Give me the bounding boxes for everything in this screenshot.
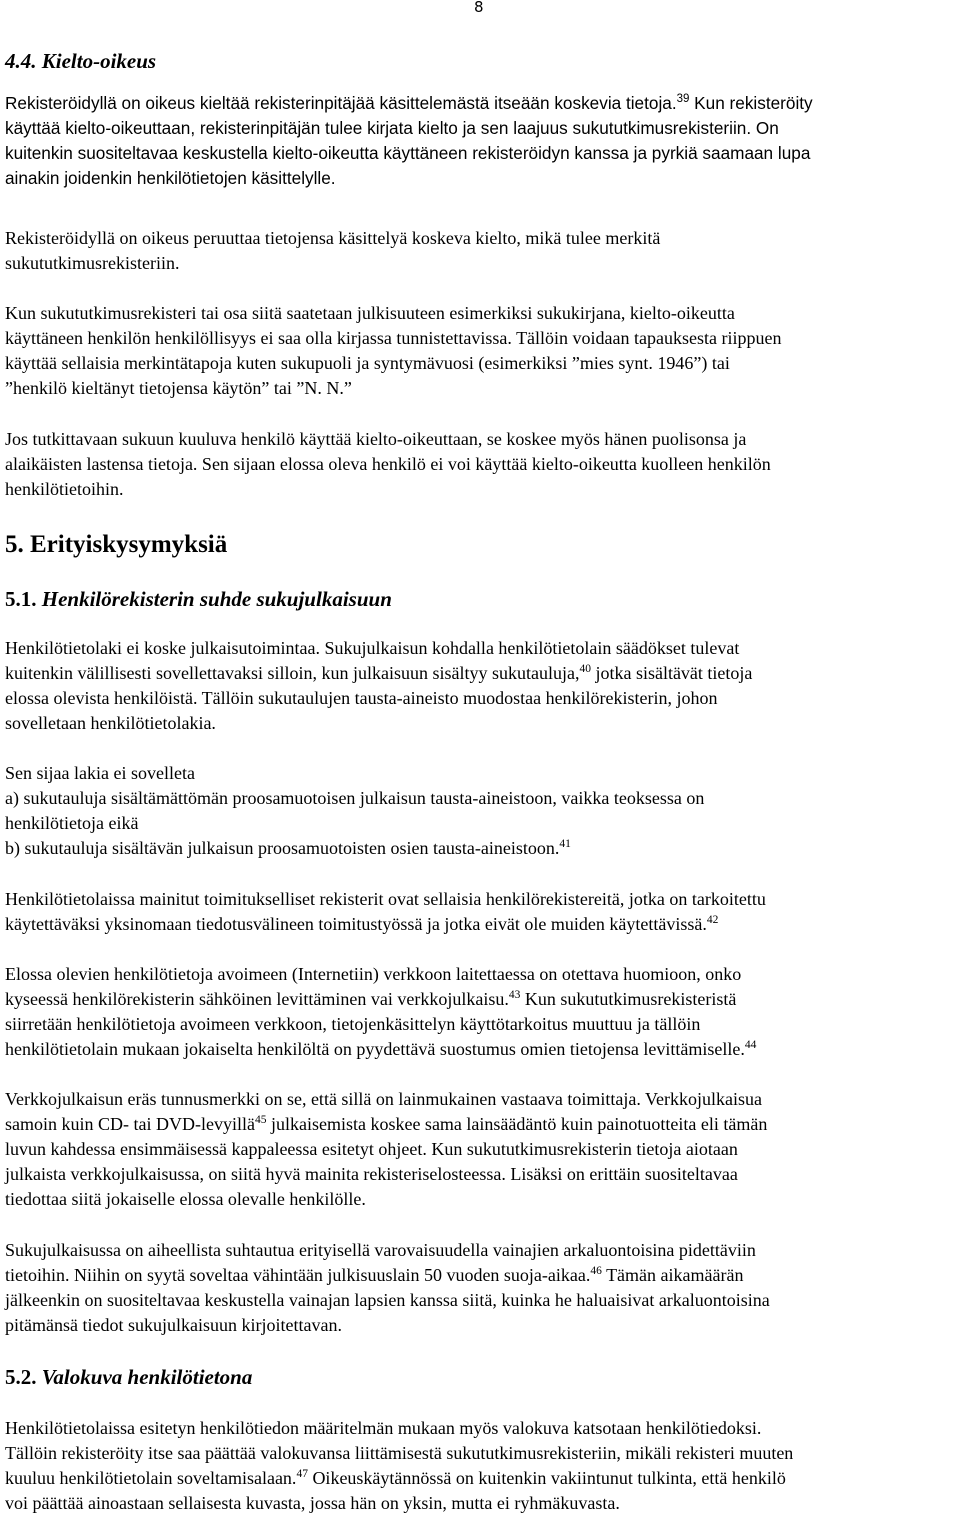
text-run: Kun rekisteröity [689,93,813,113]
text-line: Rekisteröidyllä on oikeus peruuttaa tietojensa käsittelyä koskeva kielto, mikä tulee merkitä [5,228,661,248]
heading-5-1 [5,586,955,612]
text-line: voi päättää ainoastaan sellaisesta kuvasta, jossa hän on yksin, mutta ei ryhmäkuvasta. [5,1493,620,1513]
footnote-ref-44[interactable]: 44 [744,1038,757,1051]
text-line: sukututkimusrekisteriin. [5,253,180,273]
heading-5-2 [5,1364,955,1390]
text-line: kuitenkin suositeltavaa keskustella kielto-oikeutta käyttäneen rekisteröidyn kanssa ja pyrkiä saamaan lupa [5,143,811,163]
text-line: henkilötietoihin. [5,479,124,499]
text-line: Sen sijaa lakia ei sovelleta [5,763,195,783]
footnote-ref-39[interactable]: 39 [676,92,690,105]
paragraph-4-4-2 [5,226,955,276]
text-line: sovelletaan henkilötietolakia. [5,713,216,733]
text-line: siirretään henkilötietoja avoimeen verkkoon, tietojenkäsittelyn käyttötarkoitus muuttuu ja tällöin [5,1014,701,1034]
text-line: elossa olevista henkilöistä. Tällöin sukutaulujen tausta-aineisto muodostaa henkilörekisterin, johon [5,688,718,708]
text-run: Tämän aikamäärän [601,1265,744,1285]
paragraph-4-4-4 [5,427,955,502]
text-run: henkilötietolain mukaan jokaiselta henkilöltä on pyydettävä suostumus omien tietojensa levittämiselle. [5,1039,745,1059]
paragraph-5-1-3 [5,887,955,937]
text-run: kyseessä henkilörekisterin sähköinen levittäminen vai verkkojulkaisu. [5,989,509,1009]
text-run: kuuluu henkilötietolain soveltamisalaan. [5,1468,297,1488]
text-line [5,987,955,1012]
text-line: käyttää kielto-oikeuttaan, rekisterinpitäjän tulee kirjata kielto ja sen laajuus sukututkimusrekisteriin. On [5,118,779,138]
paragraph-5-1-4 [5,962,955,1062]
page-number: 8 [474,0,484,16]
section-title: Valokuva henkilötietona [41,1365,253,1389]
text-line [5,912,955,937]
paragraph-5-1-2 [5,761,955,861]
text-run: Rekisteröidyllä on oikeus kieltää rekisterinpitäjää käsittelemästä itseään koskevia tietoja. [5,93,677,113]
text-line: Henkilötietolaissa esitetyn henkilötiedon määritelmän mukaan myös valokuva katsotaan henkilötiedoksi. [5,1418,762,1438]
paragraph-5-1-1 [5,636,955,736]
text-run: kuitenkin välillisesti sovellettavaksi silloin, kun julkaisuun sisältyy sukutauluja, [5,663,580,683]
text-line: Tällöin rekisteröity itse saa päättää valokuvansa liittämisestä sukututkimusrekisteriin, mikäli rekisteri muuten [5,1443,794,1463]
text-line: pitämänsä tiedot sukujulkaisuun kirjoitettavan. [5,1315,342,1335]
text-line [5,1112,955,1137]
text-line: käyttää sellaisia merkintätapoja kuten sukupuoli ja syntymävuosi (esimerkiksi ”mies synt. 1946”) tai [5,353,730,373]
text-line: Kun sukututkimusrekisteri tai osa siitä saatetaan julkisuuteen esimerkiksi sukukirjana, kielto-oikeutta [5,303,735,323]
text-line [5,1466,955,1491]
section-number: 5.1. [5,587,37,611]
text-line: Sukujulkaisussa on aiheellista suhtautua erityisellä varovaisuudella vainajien arkaluontoisina pidettäviin [5,1240,756,1260]
footnote-ref-47[interactable]: 47 [296,1467,308,1480]
text-run: b) sukutauluja sisältävän julkaisun proosamuotoisten osien tausta-aineistoon. [5,838,560,858]
text-line [5,91,955,116]
footnote-ref-46[interactable]: 46 [590,1264,602,1277]
text-line [5,1037,955,1062]
text-line: ainakin joidenkin henkilötietojen käsittelylle. [5,168,336,188]
heading-5: 5. Erityiskysymyksiä [5,531,228,558]
text-line: ”henkilö kieltänyt tietojensa käytön” tai ”N. N.” [5,378,352,398]
text-run: samoin kuin CD- tai DVD-levyillä [5,1114,255,1134]
footnote-ref-40[interactable]: 40 [579,662,591,675]
footnote-ref-45[interactable]: 45 [254,1113,267,1126]
paragraph-4-4-1 [5,91,955,191]
text-line: Henkilötietolaki ei koske julkaisutoimintaa. Sukujulkaisun kohdalla henkilötietolain säädökset tulevat [5,638,740,658]
text-line: Verkkojulkaisun eräs tunnusmerkki on se, että sillä on lainmukainen vastaava toimittaja. Verkkojulkaisua [5,1089,762,1109]
text-line: alaikäisten lastensa tietoja. Sen sijaan elossa oleva henkilö ei voi käyttää kielto-oikeutta kuolleen henkilön [5,454,771,474]
footnote-ref-42[interactable]: 42 [706,913,719,926]
section-title: Henkilörekisterin suhde sukujulkaisuun [41,587,392,611]
text-line: luvun kahdessa ensimmäisessä kappaleessa esitetyt ohjeet. Kun sukututkimusrekisterin tietoja aiotaan [5,1139,738,1159]
paragraph-5-2-1 [5,1416,955,1516]
text-line [5,661,955,686]
text-run: jotka sisältävät tietoja [590,663,753,683]
list-item-b [5,836,955,861]
text-line: tiedottaa siitä jokaiselle elossa olevalle henkilölle. [5,1189,366,1209]
text-run: Kun sukututkimusrekisteristä [520,989,737,1009]
footnote-ref-43[interactable]: 43 [508,988,521,1001]
text-line: Elossa olevien henkilötietoja avoimeen (Internetiin) verkkoon laitettaessa on otettava huomioon, onko [5,964,742,984]
text-run: tietoihin. Niihin on syytä soveltaa vähintään julkisuuslain 50 vuoden suoja-aikaa. [5,1265,591,1285]
paragraph-5-1-6 [5,1238,955,1338]
text-line: Henkilötietolaissa mainitut toimitukselliset rekisterit ovat sellaisia henkilörekistereitä, jotka on tarkoitettu [5,889,766,909]
text-run: Oikeuskäytännössä on kuitenkin vakiintunut tulkinta, että henkilö [307,1468,786,1488]
text-line: Jos tutkittavaan sukuun kuuluva henkilö käyttää kielto-oikeuttaan, se koskee myös hänen puolisonsa ja [5,429,747,449]
paragraph-4-4-3 [5,301,955,401]
paragraph-5-1-5 [5,1087,955,1212]
list-item-a: a) sukutauluja sisältämättömän proosamuotoisen julkaisun tausta-aineistoon, vaikka teoksessa on [5,788,705,808]
text-run: julkaisemista koskee sama lainsäädäntö kuin painotuotteita eli tämän [266,1114,768,1134]
text-line [5,1263,955,1288]
footnote-ref-41[interactable]: 41 [559,837,571,850]
text-line: käyttäneen henkilön henkilöllisyys ei saa olla kirjassa tunnistettavissa. Tällöin voidaan tapauksesta riippuen [5,328,782,348]
section-number: 5.2. [5,1365,37,1389]
text-line: henkilötietoja eikä [5,813,139,833]
heading-4-4: 4.4. Kielto-oikeus [5,49,157,73]
text-run: käytettäväksi yksinomaan tiedotusvälineen toimitustyössä ja jotka eivät ole muiden käytettävissä. [5,914,707,934]
text-line: jälkeenkin on suositeltavaa keskustella vainajan lapsien kanssa siitä, kuinka he haluaisivat arkaluontoisina [5,1290,770,1310]
text-line: julkaista verkkojulkaisussa, on siitä hyvä mainita rekisteriselosteessa. Lisäksi on erittäin suositeltavaa [5,1164,738,1184]
